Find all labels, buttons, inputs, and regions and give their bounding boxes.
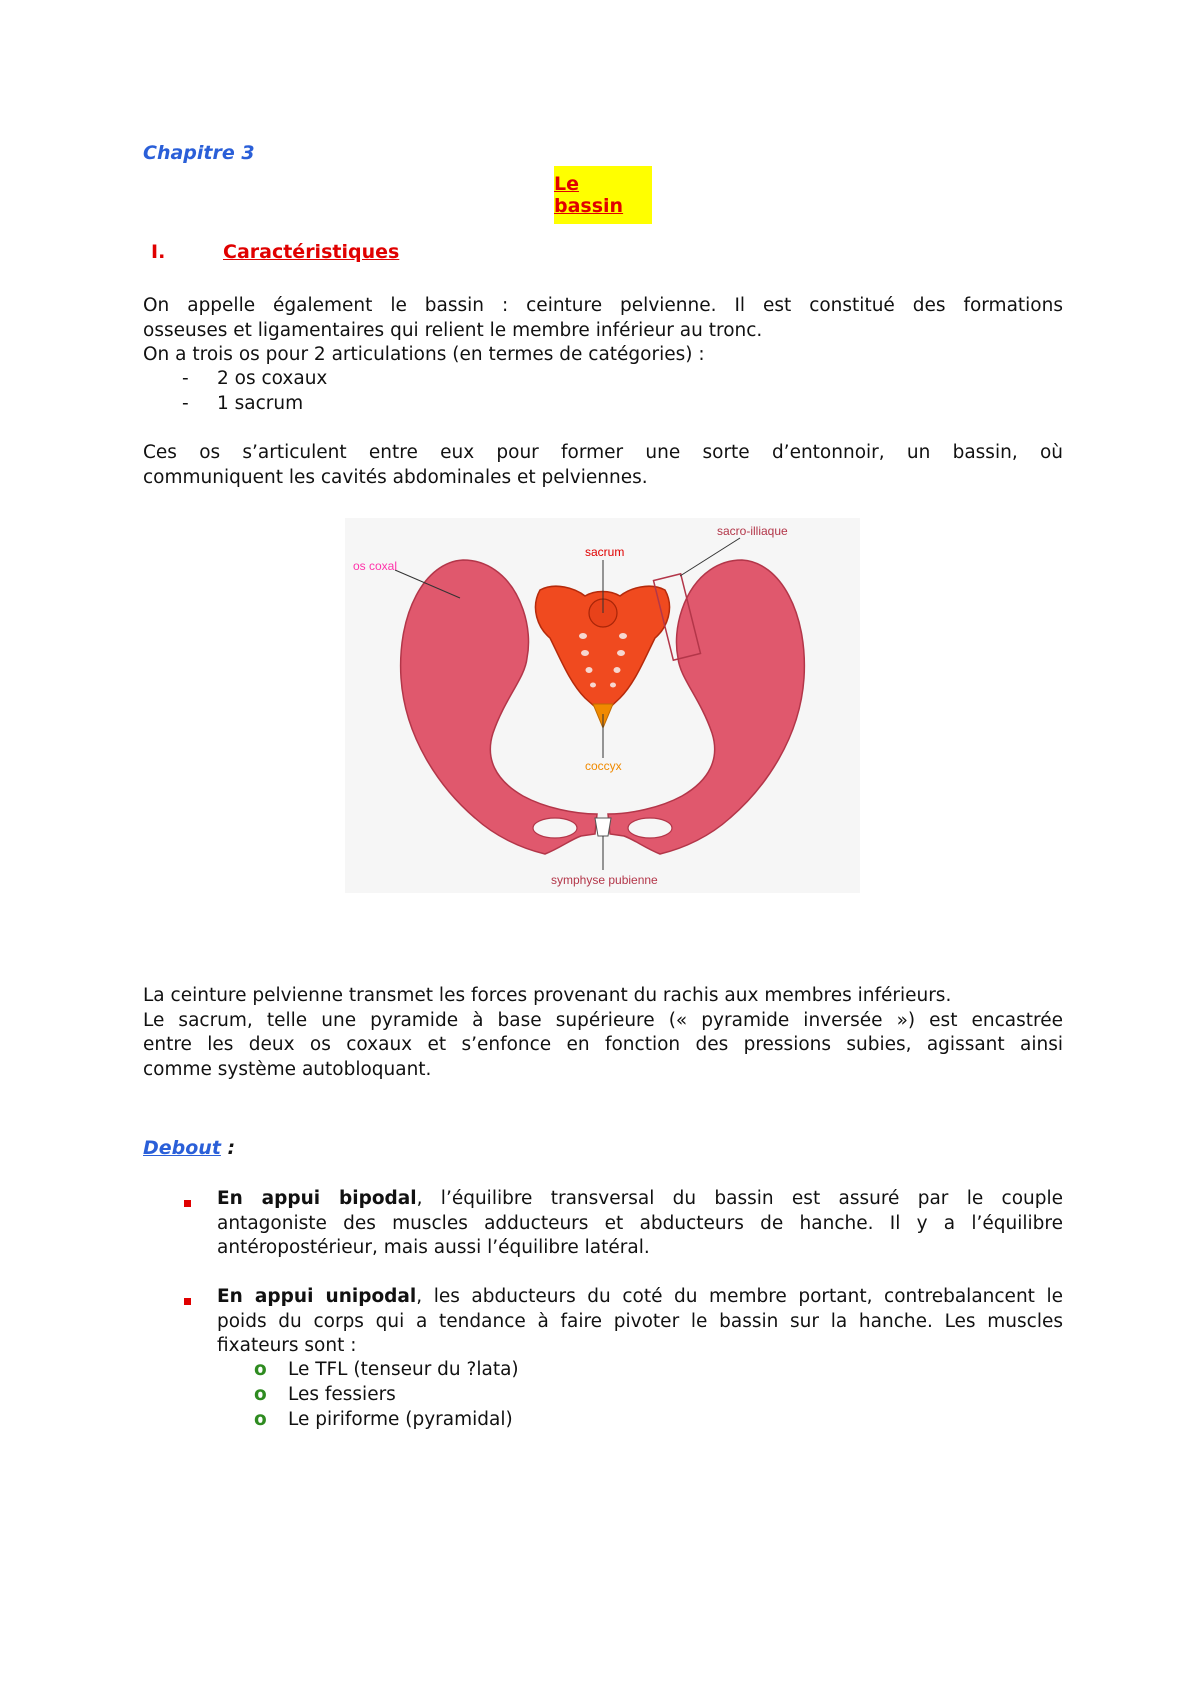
bullet-line bbox=[217, 1187, 1063, 1212]
forces-paragraph bbox=[143, 984, 1063, 1082]
debout-label: Debout bbox=[143, 1137, 221, 1159]
bullet-bold-term: En appui unipodal bbox=[217, 1286, 417, 1307]
circle-bullet: o bbox=[254, 1409, 267, 1430]
sub-item-text: Les fessiers bbox=[288, 1384, 396, 1405]
os-coxal-label: os coxal bbox=[353, 559, 398, 573]
intro-paragraph bbox=[143, 294, 1063, 368]
sub-list-item bbox=[254, 1359, 519, 1380]
sub-item-text: Le piriforme (pyramidal) bbox=[288, 1409, 513, 1430]
bullet-line: fixateurs sont : bbox=[217, 1335, 357, 1356]
paragraph-line: communiquent les cavités abdominales et pelviennes. bbox=[143, 466, 648, 488]
page-title: Le bassin bbox=[554, 173, 624, 217]
sacrum-label: sacrum bbox=[585, 545, 625, 559]
sub-list-item bbox=[254, 1409, 513, 1430]
bullet-line: antéropostérieur, mais aussi l’équilibre latéral. bbox=[217, 1237, 650, 1258]
bullet-text: , les abducteurs du coté du membre portant, contrebalancent le bbox=[416, 1286, 1064, 1307]
intro-line: On a trois os pour 2 articulations (en termes de catégories) : bbox=[143, 344, 705, 365]
section-title: Caractéristiques bbox=[223, 241, 400, 263]
section-number: I. bbox=[151, 241, 166, 263]
paragraph-line: La ceinture pelvienne transmet les forces provenant du rachis aux membres inférieurs. bbox=[143, 985, 952, 1006]
dash-item-text: 2 os coxaux bbox=[217, 368, 328, 389]
bullet-text: , l’équilibre transversal du bassin est assuré par le couple bbox=[416, 1188, 1063, 1209]
sub-list-item bbox=[254, 1384, 396, 1405]
paragraph-line: comme système autobloquant. bbox=[143, 1058, 432, 1080]
pubic-symphysis bbox=[595, 818, 611, 836]
paragraph-line: Ces os s’articulent entre eux pour former une sorte d’entonnoir, un bassin, où bbox=[143, 442, 1063, 463]
sub-item-text: Le TFL (tenseur du ?lata) bbox=[288, 1359, 519, 1380]
dash-bullet: - bbox=[182, 393, 189, 414]
circle-bullet: o bbox=[254, 1359, 267, 1380]
intro-line: osseuses et ligamentaires qui relient le membre inférieur au tronc. bbox=[143, 319, 763, 341]
bullet-unipodal bbox=[217, 1285, 1063, 1359]
square-bullet bbox=[184, 1200, 191, 1207]
articulation-paragraph bbox=[143, 441, 1063, 490]
bullet-line bbox=[217, 1285, 1063, 1310]
bullet-bold-term: En appui bipodal bbox=[217, 1188, 417, 1209]
dash-bullet: - bbox=[182, 368, 189, 389]
bullet-line: antagoniste des muscles adducteurs et abducteurs de hanche. Il y a l’équilibre bbox=[217, 1212, 1063, 1234]
square-bullet bbox=[184, 1298, 191, 1305]
sacro-iliac-label: sacro-illiaque bbox=[717, 524, 788, 538]
right-obturator-foramen bbox=[628, 818, 672, 838]
chapter-label: Chapitre 3 bbox=[143, 142, 255, 164]
dash-list-item bbox=[182, 368, 328, 389]
intro-line: On appelle également le bassin : ceinture pelvienne. Il est constitué des formations bbox=[143, 295, 1063, 316]
bullet-bipodal bbox=[217, 1187, 1063, 1261]
dash-item-text: 1 sacrum bbox=[217, 393, 304, 414]
pelvis-illustration bbox=[345, 518, 860, 893]
bullet-line: poids du corps qui a tendance à faire pivoter le bassin sur la hanche. Les muscles bbox=[217, 1310, 1063, 1332]
title-highlight bbox=[554, 166, 652, 224]
debout-heading bbox=[143, 1137, 235, 1159]
paragraph-line: Le sacrum, telle une pyramide à base supérieure (« pyramide inversée ») est encastrée bbox=[143, 1009, 1063, 1031]
symphyse-label: symphyse pubienne bbox=[551, 873, 658, 887]
coccyx-label: coccyx bbox=[585, 759, 622, 773]
left-obturator-foramen bbox=[533, 818, 577, 838]
dash-list-item bbox=[182, 393, 304, 414]
debout-suffix: : bbox=[220, 1137, 236, 1159]
paragraph-line: entre les deux os coxaux et s’enfonce en fonction des pressions subies, agissant ainsi bbox=[143, 1034, 1063, 1055]
circle-bullet: o bbox=[254, 1384, 267, 1405]
